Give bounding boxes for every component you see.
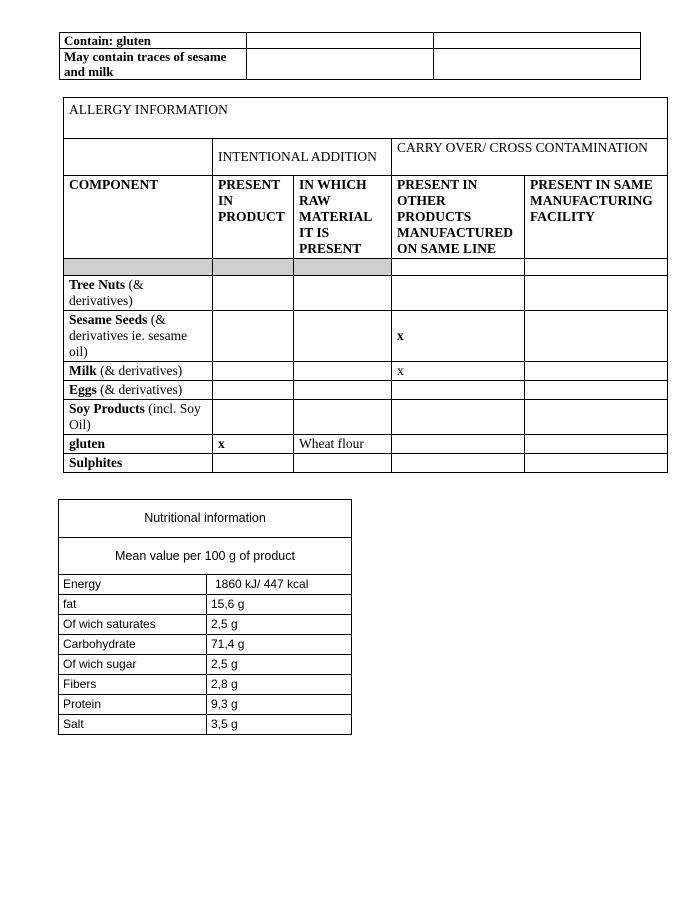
nutrient-value: 2,5 g <box>207 615 352 635</box>
nutrient-label: Fibers <box>59 675 207 695</box>
component-name: Sulphites <box>69 455 123 470</box>
group-carry-header: CARRY OVER/ CROSS CONTAMINATION <box>392 139 668 176</box>
table-row <box>64 139 668 176</box>
allergy-title: ALLERGY INFORMATION <box>64 98 668 139</box>
table-row <box>64 362 668 381</box>
table-row <box>59 538 352 575</box>
nutrient-value: 2,5 g <box>207 655 352 675</box>
nutrient-value: 2,8 g <box>207 675 352 695</box>
other-products-cell <box>392 400 525 435</box>
allergy-table <box>63 97 668 473</box>
table-row <box>59 575 352 595</box>
component-cell <box>64 381 213 400</box>
present-cell <box>213 311 294 362</box>
facility-cell <box>525 435 668 454</box>
nutrition-table <box>58 499 352 735</box>
nutrient-label: Of wich sugar <box>59 655 207 675</box>
table-row <box>64 454 668 473</box>
component-name: Milk <box>69 363 97 378</box>
nutrient-value: 3,5 g <box>207 715 352 735</box>
nutrient-label: Carbohydrate <box>59 635 207 655</box>
table-row <box>64 381 668 400</box>
nutrition-subtitle: Mean value per 100 g of product <box>59 538 352 575</box>
present-cell: x <box>213 435 294 454</box>
facility-cell <box>525 276 668 311</box>
facility-cell <box>525 454 668 473</box>
component-note: (& derivatives) <box>69 277 144 308</box>
component-cell <box>64 454 213 473</box>
raw-material-cell <box>294 381 392 400</box>
nutrient-value: 71,4 g <box>207 635 352 655</box>
nutrient-label: Protein <box>59 695 207 715</box>
component-name: Eggs <box>69 382 97 397</box>
component-name: Sesame Seeds <box>69 312 148 327</box>
empty-cell <box>392 259 525 276</box>
raw-material-cell <box>294 454 392 473</box>
may-contain-label: May contain traces of sesame and milk <box>60 49 247 80</box>
col-header-present: PRESENT IN PRODUCT <box>213 176 294 259</box>
component-cell <box>64 311 213 362</box>
contains-label: Contain: gluten <box>60 33 247 49</box>
facility-cell <box>525 362 668 381</box>
present-cell <box>213 454 294 473</box>
other-products-cell <box>392 381 525 400</box>
component-cell <box>64 276 213 311</box>
table-row <box>59 715 352 735</box>
table-row <box>64 311 668 362</box>
nutrient-value: 9,3 g <box>207 695 352 715</box>
nutrient-label: fat <box>59 595 207 615</box>
component-cell <box>64 362 213 381</box>
table-row <box>64 98 668 139</box>
other-products-cell: x <box>392 311 525 362</box>
table-row <box>64 435 668 454</box>
other-products-cell <box>392 276 525 311</box>
empty-cell <box>525 259 668 276</box>
table-row <box>59 500 352 538</box>
nutrition-title: Nutritional information <box>59 500 352 538</box>
present-cell <box>213 400 294 435</box>
col-header-raw-material: IN WHICH RAW MATERIAL IT IS PRESENT <box>294 176 392 259</box>
facility-cell <box>525 311 668 362</box>
facility-cell <box>525 381 668 400</box>
table-row <box>60 49 641 80</box>
present-cell <box>213 362 294 381</box>
raw-material-cell <box>294 400 392 435</box>
table-row <box>59 615 352 635</box>
table-row <box>59 695 352 715</box>
raw-material-cell <box>294 311 392 362</box>
component-note: (& derivatives) <box>96 382 183 397</box>
raw-material-cell <box>294 362 392 381</box>
component-name: Tree Nuts <box>69 277 126 292</box>
component-name: gluten <box>69 436 106 451</box>
table-row <box>64 400 668 435</box>
component-note: (& derivatives) <box>96 363 183 378</box>
shaded-cell <box>64 259 213 276</box>
raw-material-cell: Wheat flour <box>294 435 392 454</box>
facility-cell <box>525 400 668 435</box>
component-name: Soy Products <box>69 401 145 416</box>
component-cell <box>64 435 213 454</box>
table-row <box>64 259 668 276</box>
component-cell <box>64 400 213 435</box>
nutrient-label: Of wich saturates <box>59 615 207 635</box>
table-row <box>64 176 668 259</box>
other-products-cell <box>392 454 525 473</box>
table-row <box>59 655 352 675</box>
empty-cell <box>64 139 213 176</box>
nutrient-label: Salt <box>59 715 207 735</box>
shaded-cell <box>294 259 392 276</box>
allergen-summary-table <box>59 32 641 80</box>
nutrient-value: 1860 kJ/ 447 kcal <box>207 575 352 595</box>
table-row <box>59 635 352 655</box>
col-header-component: COMPONENT <box>64 176 213 259</box>
empty-cell <box>434 33 641 49</box>
shaded-cell <box>213 259 294 276</box>
raw-material-cell <box>294 276 392 311</box>
table-row <box>59 675 352 695</box>
nutrient-label: Energy <box>59 575 207 595</box>
other-products-cell: x <box>392 362 525 381</box>
table-row <box>60 33 641 49</box>
other-products-cell <box>392 435 525 454</box>
present-cell <box>213 276 294 311</box>
col-header-other-products: PRESENT IN OTHER PRODUCTS MANUFACTURED ON SAME LINE <box>392 176 525 259</box>
component-note: (& derivatives ie. sesame oil) <box>69 312 188 359</box>
nutrient-value: 15,6 g <box>207 595 352 615</box>
col-header-facility: PRESENT IN SAME MANUFACTURING FACILITY <box>525 176 668 259</box>
table-row <box>64 276 668 311</box>
empty-cell <box>247 49 434 80</box>
present-cell <box>213 381 294 400</box>
group-intentional-header: INTENTIONAL ADDITION <box>213 139 392 176</box>
component-note: (incl. Soy Oil) <box>69 401 201 432</box>
empty-cell <box>247 33 434 49</box>
table-row <box>59 595 352 615</box>
empty-cell <box>434 49 641 80</box>
